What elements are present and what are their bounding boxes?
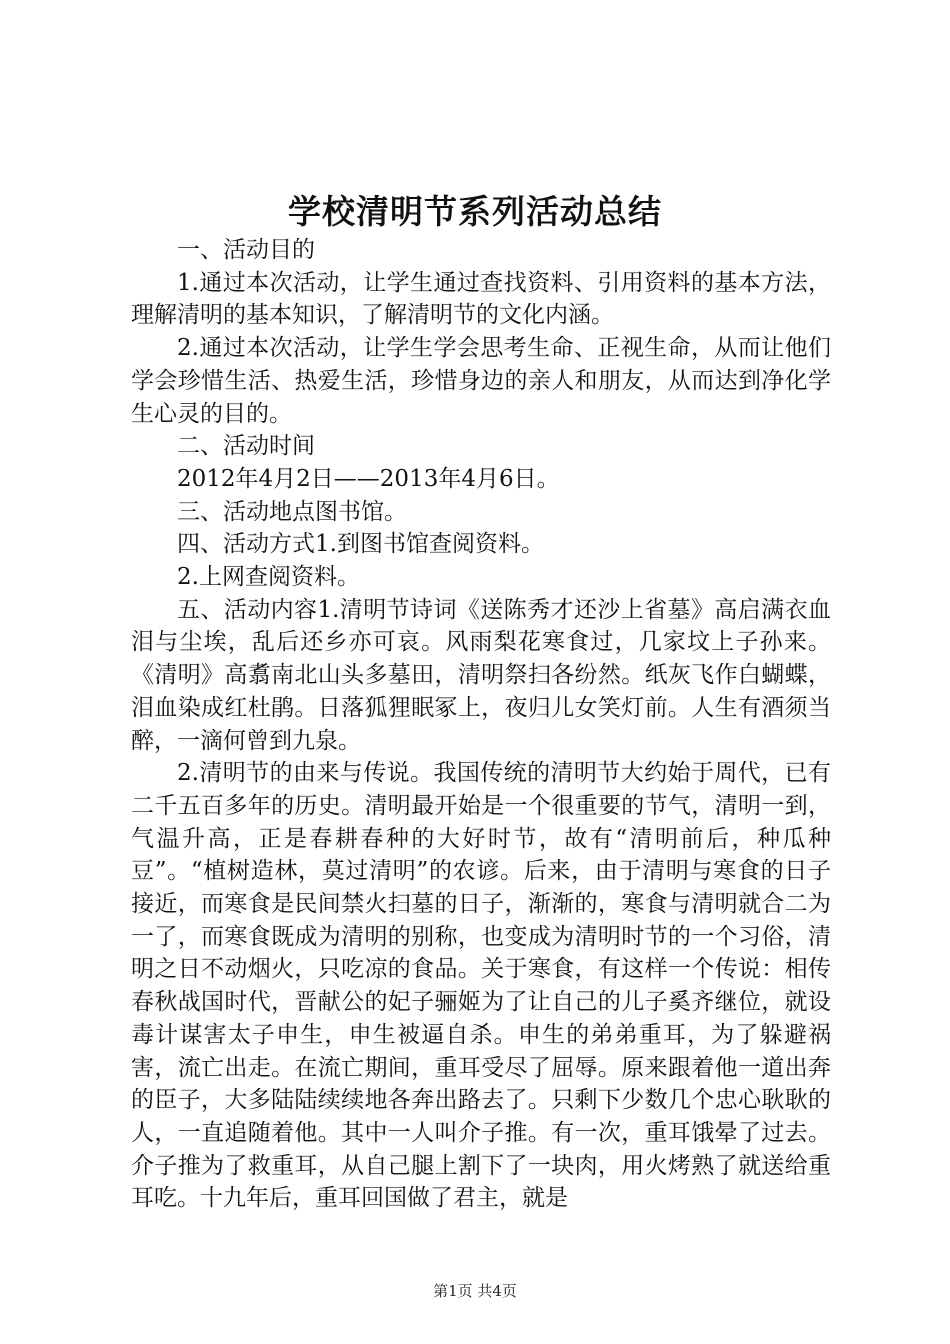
section-heading-time: 二、活动时间: [177, 433, 315, 460]
document-body: [131, 234, 831, 1215]
section-heading-location: 三、活动地点图书馆。: [177, 498, 407, 525]
paragraph: 1.通过本次活动，让学生通过查找资料、引用资料的基本方法，理解清明的基本知识，了解清明节的文化内涵。: [131, 269, 831, 329]
paragraph: 2012年4月2日——2013年4月6日。: [177, 465, 560, 492]
section-heading-content: 五、活动内容1.清明节诗词《送陈秀才还沙上省墓》高启满衣血泪与尘埃，乱后还乡亦可哀。风雨梨花寒食过，几家坟上子孙来。《清明》高翥南北山头多墓田，清明祭扫各纷然。纸灰飞作白蝴蝶，泪血染成红杜鹃。日落狐狸眠冢上，夜归儿女笑灯前。人生有酒须当醉，一滴何曾到九泉。: [131, 596, 831, 754]
paragraph: 2.通过本次活动，让学生学会思考生命、正视生命，从而让他们学会珍惜生活、热爱生活，珍惜身边的亲人和朋友，从而达到净化学生心灵的目的。: [131, 335, 831, 427]
paragraph: 2.上网查阅资料。: [177, 564, 360, 591]
document-title: 学校清明节系列活动总结: [288, 192, 662, 231]
paragraph: 2.清明节的由来与传说。我国传统的清明节大约始于周代，已有二千五百多年的历史。清明最开始是一个很重要的节气，清明一到，气温升高，正是春耕春种的大好时节，故有“清明前后，种瓜种豆”。“植树造林，莫过清明”的农谚。后来，由于清明与寒食的日子接近，而寒食是民间禁火扫墓的日子，渐渐的，寒食与清明就合二为一了，而寒食既成为清明的别称，也变成为清明时节的一个习俗，清明之日不动烟火，只吃凉的食品。关于寒食，有这样一个传说：相传春秋战国时代，晋献公的妃子骊姬为了让自己的儿子奚齐继位，就设毒计谋害太子申生，申生被逼自杀。申生的弟弟重耳，为了躲避祸害，流亡出走。在流亡期间，重耳受尽了屈辱。原来跟着他一道出奔的臣子，大多陆陆续续地各奔出路去了。只剩下少数几个忠心耿耿的人，一直追随着他。其中一人叫介子推。有一次，重耳饿晕了过去。介子推为了救重耳，从自己腿上割下了一块肉，用火烤熟了就送给重耳吃。十九年后，重耳回国做了君主，就是: [131, 760, 831, 1212]
section-heading-purpose: 一、活动目的: [177, 237, 315, 263]
page-footer: 第1页 共4页: [433, 1282, 517, 1300]
section-heading-method: 四、活动方式1.到图书馆查阅资料。: [177, 531, 544, 558]
